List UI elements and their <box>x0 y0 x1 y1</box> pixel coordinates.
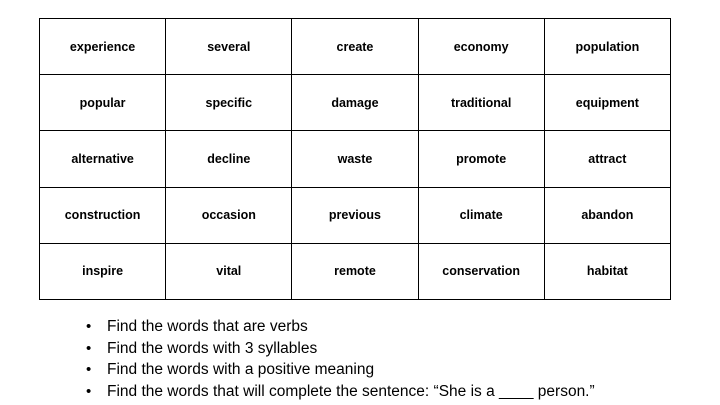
word-cell: inspire <box>40 243 166 299</box>
bullet-icon: • <box>86 339 92 357</box>
bullet-icon: • <box>86 318 92 335</box>
word-cell: decline <box>166 131 292 187</box>
task-text: Find the words with a positive meaning <box>107 361 375 378</box>
table-row <box>40 131 671 187</box>
table-row <box>40 243 671 299</box>
word-cell: construction <box>40 187 166 243</box>
table-row <box>40 75 671 131</box>
word-cell: vital <box>166 243 292 299</box>
word-cell: several <box>166 19 292 75</box>
list-item <box>86 359 595 381</box>
task-text: Find the words that will complete the sentence: “She is a ____ person.” <box>107 382 595 400</box>
word-table <box>39 18 671 300</box>
word-cell: experience <box>40 19 166 75</box>
word-cell: population <box>544 19 670 75</box>
word-cell: popular <box>40 75 166 131</box>
word-cell: habitat <box>544 243 670 299</box>
task-text: Find the words that are verbs <box>107 318 308 335</box>
word-cell: occasion <box>166 187 292 243</box>
list-item <box>86 381 595 403</box>
word-cell: abandon <box>544 187 670 243</box>
bullet-icon: • <box>86 361 92 378</box>
word-cell: traditional <box>418 75 544 131</box>
word-cell: attract <box>544 131 670 187</box>
word-cell: specific <box>166 75 292 131</box>
list-item <box>86 338 595 360</box>
task-text: Find the words with 3 syllables <box>107 339 318 357</box>
task-list <box>86 316 595 402</box>
word-cell: promote <box>418 131 544 187</box>
word-cell: remote <box>292 243 418 299</box>
table-row <box>40 187 671 243</box>
word-cell: climate <box>418 187 544 243</box>
word-cell: alternative <box>40 131 166 187</box>
word-cell: equipment <box>544 75 670 131</box>
word-cell: waste <box>292 131 418 187</box>
word-cell: damage <box>292 75 418 131</box>
list-item <box>86 316 595 338</box>
word-cell: create <box>292 19 418 75</box>
table-row <box>40 19 671 75</box>
word-cell: previous <box>292 187 418 243</box>
word-cell: conservation <box>418 243 544 299</box>
bullet-icon: • <box>86 382 92 400</box>
word-cell: economy <box>418 19 544 75</box>
